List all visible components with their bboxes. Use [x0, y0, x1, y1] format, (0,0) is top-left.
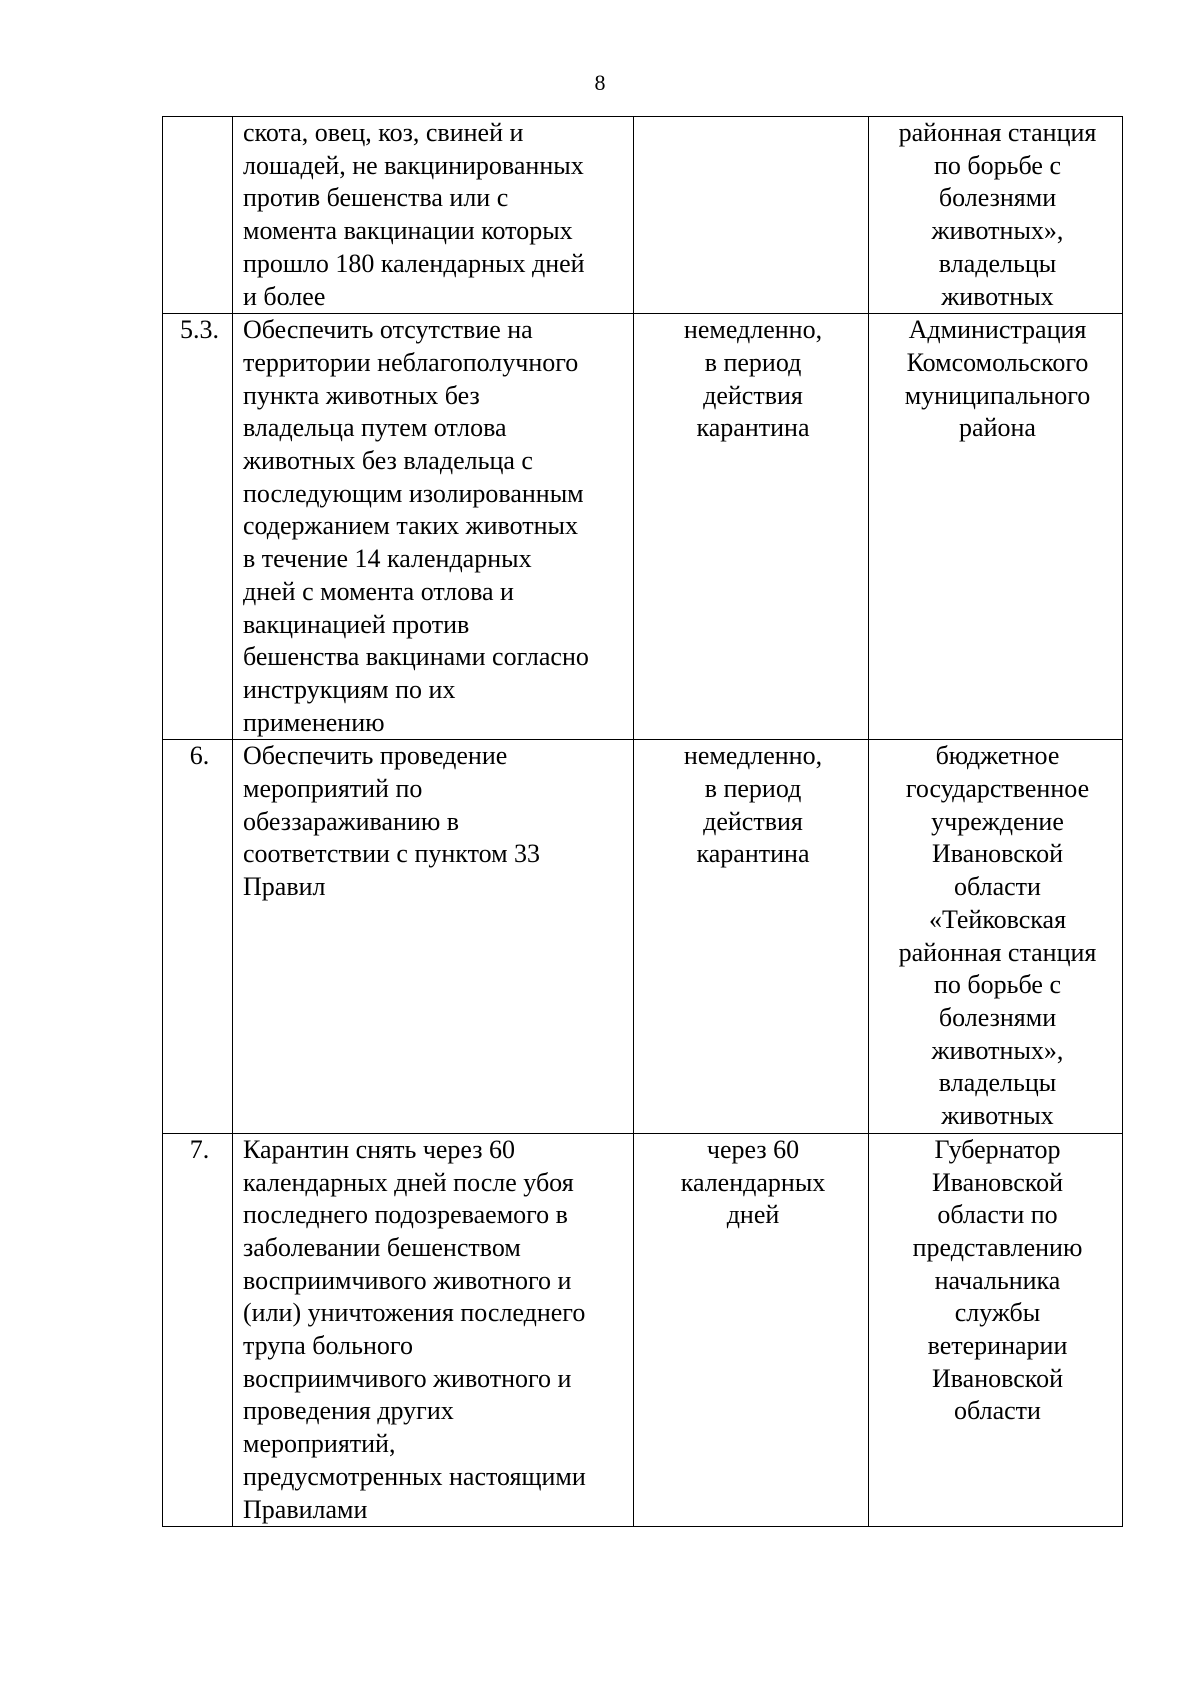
cell-text-line: Обеспечить проведение [243, 741, 508, 771]
cell-text-line: Ивановской [931, 1363, 1064, 1393]
cell-text-line: карантина [696, 413, 810, 443]
cell-text-line: представлению [912, 1232, 1083, 1262]
cell-text-line: ветеринарии [927, 1331, 1068, 1361]
page-number: 8 [594, 70, 606, 95]
cell-text-line: содержанием таких животных [243, 511, 579, 541]
responsible-cell [869, 740, 1123, 1133]
cell-text-line: мероприятий, [243, 1429, 396, 1459]
cell-text-line: инструкциям по их [243, 674, 456, 704]
cell-text-line: по борьбе с [934, 150, 1061, 180]
cell-text-line: дней с момента отлова и [243, 576, 514, 606]
cell-text-line: владельцы [938, 248, 1057, 278]
cell-text-line: муниципального [904, 380, 1091, 410]
cell-text-line: животных», [931, 1035, 1064, 1065]
cell-text-line: районная станция [898, 118, 1097, 147]
cell-text-line: через 60 [706, 1134, 800, 1164]
cell-text-line: Ивановской [931, 839, 1064, 869]
responsible-cell [869, 117, 1123, 314]
cell-text-line: Правилами [243, 1494, 368, 1524]
table-row [163, 117, 1123, 314]
cell-text-line: Администрация [908, 315, 1087, 345]
cell-text-line: восприимчивого животного и [243, 1363, 572, 1393]
cell-text-line: владельцы [938, 1068, 1057, 1098]
action-cell [233, 117, 634, 314]
cell-text-line: Комсомольского [906, 347, 1089, 377]
cell-text-line: болезнями [938, 183, 1057, 213]
cell-text-line: Обеспечить отсутствие на [243, 315, 533, 345]
cell-text-line: службы [954, 1298, 1041, 1328]
cell-text-line: начальника [934, 1265, 1061, 1295]
cell-text-line: бюджетное [935, 741, 1060, 771]
item-number-cell [163, 117, 233, 314]
cell-text-line: вакцинацией против [243, 609, 470, 639]
cell-text-line: действия [703, 806, 803, 836]
cell-text-line: лошадей, не вакцинированных [243, 150, 584, 180]
term-cell [634, 314, 869, 740]
cell-text-line: Карантин снять через 60 [243, 1134, 516, 1164]
cell-text-line: восприимчивого животного и [243, 1265, 572, 1295]
item-number-cell: 6. [163, 740, 233, 1133]
table-row [163, 1133, 1123, 1526]
cell-text-line: районная станция [898, 937, 1097, 967]
cell-text-line: животных без владельца с [243, 446, 533, 476]
cell-text-line: учреждение [931, 806, 1064, 836]
cell-text-line: животных [941, 1101, 1054, 1131]
cell-text-line: в период [704, 774, 802, 804]
table-body [163, 117, 1123, 1527]
cell-text-line: Губернатор [934, 1134, 1061, 1164]
cell-text-line: и более [243, 281, 326, 311]
cell-text-line: в течение 14 календарных [243, 544, 532, 574]
cell-text-line: прошло 180 календарных дней [243, 248, 585, 278]
table-row [163, 740, 1123, 1133]
cell-text-line: животных», [931, 216, 1064, 246]
cell-text-line: пункта животных без [243, 380, 480, 410]
term-cell [634, 117, 869, 314]
cell-text-line: бешенства вакцинами согласно [243, 642, 589, 672]
cell-text-line: «Тейковская [928, 904, 1067, 934]
cell-text-line: территории неблагополучного [243, 347, 579, 377]
item-number-cell: 7. [163, 1133, 233, 1526]
action-cell [233, 1133, 634, 1526]
cell-text-line: календарных дней после убоя [243, 1167, 574, 1197]
cell-text-line: болезнями [938, 1002, 1057, 1032]
cell-text-line: заболевании бешенством [243, 1232, 521, 1262]
responsible-cell [869, 1133, 1123, 1526]
cell-text-line: трупа больного [243, 1331, 413, 1361]
cell-text-line: в период [704, 347, 802, 377]
cell-text-line: применению [243, 707, 385, 737]
cell-text-line: предусмотренных настоящими [243, 1461, 586, 1491]
cell-text-line: соответствии с пунктом 33 [243, 839, 541, 869]
cell-text-line: карантина [696, 839, 810, 869]
cell-text-line: животных [941, 281, 1054, 311]
cell-text-line: области [954, 872, 1041, 902]
cell-text-line: владельца путем отлова [243, 413, 507, 443]
cell-text-line: момента вакцинации которых [243, 216, 573, 246]
measures-table [162, 116, 1123, 1527]
cell-text-line: немедленно, [683, 315, 823, 345]
cell-text-line: действия [703, 380, 803, 410]
cell-text-line: проведения других [243, 1396, 454, 1426]
cell-text-line: последующим изолированным [243, 478, 584, 508]
cell-text-line: государственное [905, 774, 1090, 804]
cell-text-line: области по [937, 1200, 1058, 1230]
cell-text-line: последнего подозреваемого в [243, 1200, 568, 1230]
term-cell [634, 1133, 869, 1526]
table-row [163, 314, 1123, 740]
term-cell [634, 740, 869, 1133]
cell-text-line: немедленно, [683, 741, 823, 771]
cell-text-line: скота, овец, коз, свиней и [243, 118, 524, 147]
cell-text-line: области [954, 1396, 1041, 1426]
cell-text-line: по борьбе с [934, 970, 1061, 1000]
item-number-cell: 5.3. [163, 314, 233, 740]
action-cell [233, 314, 634, 740]
cell-text-line: Ивановской [931, 1167, 1064, 1197]
cell-text-line: (или) уничтожения последнего [243, 1298, 586, 1328]
cell-text-line: Правил [243, 872, 326, 902]
cell-text-line: календарных [680, 1167, 826, 1197]
cell-text-line: против бешенства или с [243, 183, 509, 213]
cell-text-line: дней [726, 1200, 780, 1230]
cell-text-line: мероприятий по [243, 774, 423, 804]
responsible-cell [869, 314, 1123, 740]
action-cell [233, 740, 634, 1133]
cell-text-line: района [959, 413, 1036, 443]
cell-text-line: обеззараживанию в [243, 806, 460, 836]
